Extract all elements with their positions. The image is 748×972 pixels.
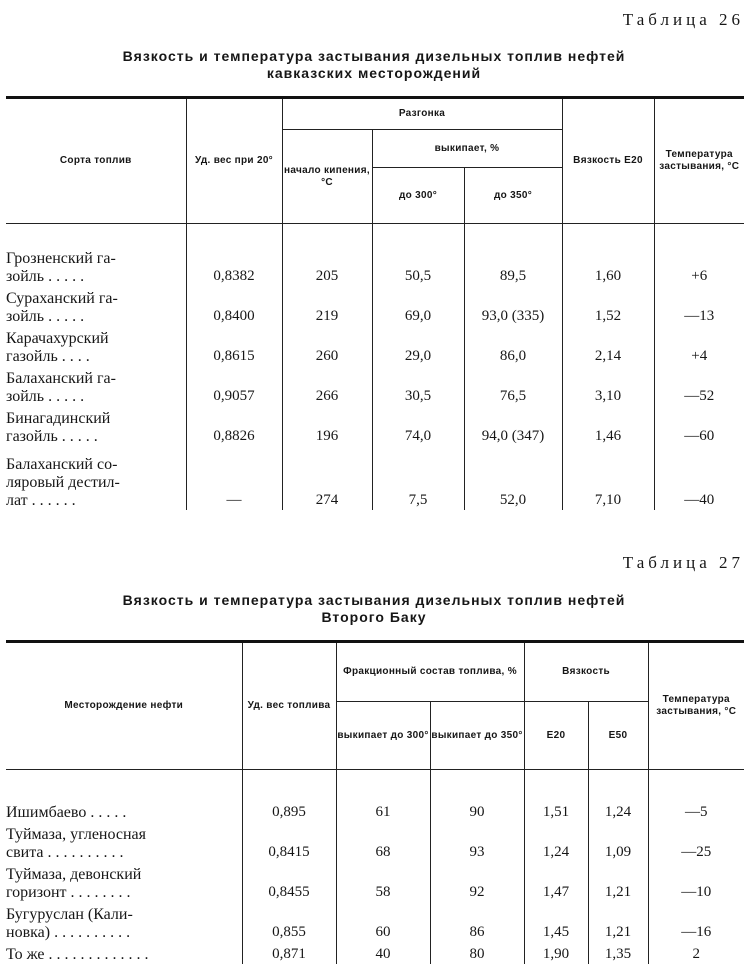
cell-start: 274 [282, 446, 372, 510]
header-pour-point: Температура застывания, °С [654, 98, 744, 224]
cell-pour: +4 [691, 347, 708, 364]
cell-to300: 74,0 [372, 406, 464, 446]
cell-to300: 60 [336, 902, 430, 942]
table-row [6, 224, 744, 286]
header-viscosity: Вязкость Е20 [562, 98, 654, 224]
cell-to350: 86 [430, 902, 524, 942]
table27-caption: Таблица 27 [622, 553, 744, 572]
row-name: Туймаза, угленосная свита .......... [6, 822, 242, 862]
table26-title-line1: Вязкость и температура застывания дизельных топлив нефтей [122, 48, 626, 64]
header-e20: Е20 [524, 702, 588, 770]
cell-start: 260 [282, 326, 372, 366]
cell-e20: 1,90 [524, 942, 588, 964]
cell-pour: —40 [684, 491, 715, 508]
table26-title-line2: кавказских месторождений [266, 65, 482, 81]
header-to350: выкипает до 350° [430, 702, 524, 770]
table-row [6, 326, 744, 366]
row-name: Балаханский со- ляровый дестил- лат ...... [6, 446, 186, 510]
cell-to300: 29,0 [372, 326, 464, 366]
cell-viscosity: 7,10 [562, 446, 654, 510]
table-row [6, 942, 744, 964]
cell-e20: 1,24 [524, 822, 588, 862]
table-row [6, 286, 744, 326]
cell-pour: —60 [684, 427, 715, 444]
cell-pour: —16 [681, 923, 712, 940]
cell-density: 0,8455 [242, 862, 336, 902]
cell-to350: 93 [430, 822, 524, 862]
cell-density: 0,8615 [186, 326, 282, 366]
cell-pour: —5 [685, 803, 708, 820]
header-density: Уд. вес топлива [242, 642, 336, 770]
table27-title-line2: Второго Баку [321, 609, 427, 625]
cell-to350: 80 [430, 942, 524, 964]
table26-caption: Таблица 26 [622, 10, 744, 29]
table27-title-line1: Вязкость и температура застывания дизельных топлив нефтей [122, 592, 626, 608]
cell-e50: 1,35 [588, 942, 648, 964]
cell-start: 266 [282, 366, 372, 406]
table-row [6, 902, 744, 942]
cell-e50: 1,21 [588, 862, 648, 902]
row-name: Грозненский га- зойль ..... [6, 224, 186, 286]
row-name: Ишимбаево ..... [6, 770, 242, 822]
cell-start: 196 [282, 406, 372, 446]
row-name: Сураханский га- зойль ..... [6, 286, 186, 326]
cell-start: 219 [282, 286, 372, 326]
cell-viscosity: 2,14 [562, 326, 654, 366]
row-name: Бугуруслан (Кали- новка) .......... [6, 902, 242, 942]
header-boils-off: выкипает, % [372, 130, 562, 168]
cell-to300: 69,0 [372, 286, 464, 326]
cell-to300: 30,5 [372, 366, 464, 406]
header-grade: Сорта топлив [6, 98, 186, 224]
row-name: Туймаза, девонский горизонт ........ [6, 862, 242, 902]
table-row [6, 770, 744, 822]
header-viscosity: Вязкость [524, 642, 648, 702]
cell-to300: 61 [336, 770, 430, 822]
cell-to350: 76,5 [464, 366, 562, 406]
cell-pour: —13 [684, 307, 715, 324]
cell-e50: 1,21 [588, 902, 648, 942]
cell-to300: 7,5 [372, 446, 464, 510]
cell-to300: 68 [336, 822, 430, 862]
header-pour-point: Температура застывания, °С [648, 642, 744, 770]
cell-density: 0,8400 [186, 286, 282, 326]
cell-to350: 89,5 [464, 224, 562, 286]
table-row [6, 406, 744, 446]
cell-to350: 92 [430, 862, 524, 902]
row-name: Бинагадинский газойль ..... [6, 406, 186, 446]
cell-density: 0,871 [242, 942, 336, 964]
cell-to350: 52,0 [464, 446, 562, 510]
table27 [6, 640, 744, 964]
cell-e20: 1,47 [524, 862, 588, 902]
header-field: Месторождение нефти [6, 642, 242, 770]
table26 [6, 96, 744, 510]
cell-to300: 50,5 [372, 224, 464, 286]
cell-pour: +6 [691, 267, 708, 284]
row-name: То же ............. [6, 942, 242, 964]
cell-e20: 1,45 [524, 902, 588, 942]
cell-viscosity: 3,10 [562, 366, 654, 406]
cell-density: 0,8415 [242, 822, 336, 862]
cell-to350: 94,0 (347) [464, 406, 562, 446]
header-to300: до 300° [372, 168, 464, 224]
cell-viscosity: 1,60 [562, 224, 654, 286]
cell-viscosity: 1,46 [562, 406, 654, 446]
header-density: Уд. вес при 20° [186, 98, 282, 224]
cell-density: 0,8826 [186, 406, 282, 446]
cell-to350: 93,0 (335) [464, 286, 562, 326]
row-name: Карачахурский газойль .... [6, 326, 186, 366]
cell-density: 0,855 [242, 902, 336, 942]
table-row [6, 862, 744, 902]
cell-e50: 1,24 [588, 770, 648, 822]
table-row [6, 822, 744, 862]
header-to300: выкипает до 300° [336, 702, 430, 770]
cell-e20: 1,51 [524, 770, 588, 822]
cell-start: 205 [282, 224, 372, 286]
cell-to300: 40 [336, 942, 430, 964]
cell-viscosity: 1,52 [562, 286, 654, 326]
cell-density: 0,9057 [186, 366, 282, 406]
cell-density: — [186, 446, 282, 510]
header-e50: Е50 [588, 702, 648, 770]
header-to350: до 350° [464, 168, 562, 224]
cell-pour: —25 [681, 843, 712, 860]
header-distillation: Разгонка [282, 98, 562, 130]
cell-density: 0,8382 [186, 224, 282, 286]
row-name: Балаханский га- зойль ..... [6, 366, 186, 406]
cell-to350: 86,0 [464, 326, 562, 366]
table-row [6, 446, 744, 510]
cell-pour: —10 [681, 883, 712, 900]
cell-pour: 2 [692, 945, 701, 962]
header-start: начало кипения, °С [282, 130, 372, 224]
cell-density: 0,895 [242, 770, 336, 822]
table-row [6, 366, 744, 406]
cell-to350: 90 [430, 770, 524, 822]
header-fraction: Фракционный состав топлива, % [336, 642, 524, 702]
cell-pour: —52 [684, 387, 715, 404]
cell-to300: 58 [336, 862, 430, 902]
cell-e50: 1,09 [588, 822, 648, 862]
